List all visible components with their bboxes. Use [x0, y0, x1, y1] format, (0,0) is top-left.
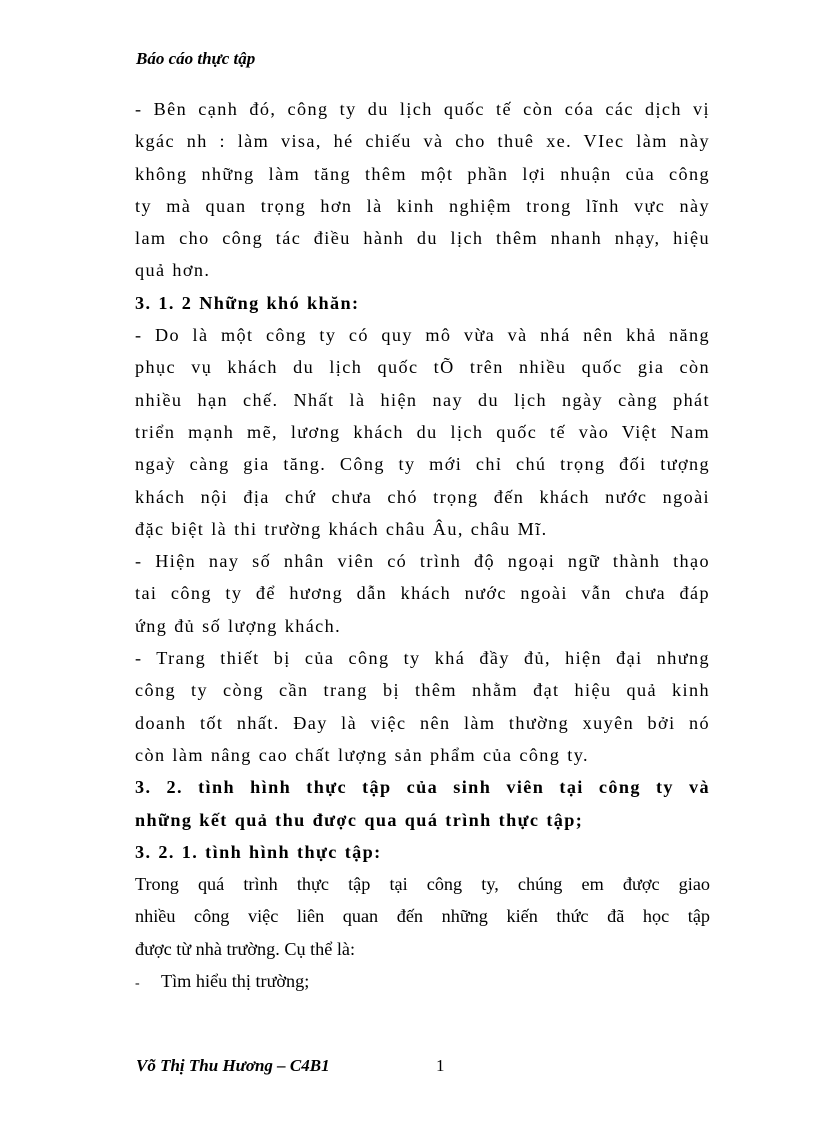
subsection-heading: 3. 2. 1. tình hình thực tập: [135, 841, 382, 862]
paragraph-line: ngaỳ càng gia tăng. Công ty mới chỉ chú trọng đối tượng [135, 454, 710, 475]
paragraph-line: lam cho công tác điều hành du lịch thêm nhanh nhạy, hiệu [135, 228, 710, 249]
paragraph-line: triển mạnh mẽ, lương khách du lịch quốc tế vào Việt Nam [135, 421, 710, 442]
paragraph-line: đặc biệt là thi trường khách châu Âu, châu Mĩ. [135, 518, 548, 539]
paragraph-line: doanh tốt nhất. Đay là việc nên làm thường xuyên bởi nó [135, 712, 710, 733]
paragraph-line: Trong quá trình thực tập tại công ty, chúng em được giao [135, 874, 710, 895]
bullet-item [135, 965, 710, 997]
document-body [135, 93, 710, 997]
paragraph-line: - Trang thiết bị của công ty khá đầy đủ, hiện đại nhưng [135, 648, 710, 669]
paragraph-line: kgác nh : làm visa, hé chiếu và cho thuê xe. VIec làm này [135, 131, 710, 152]
paragraph-line: ứng đủ số lượng khách. [135, 615, 342, 636]
paragraph-line: - Hiện nay số nhân viên có trình độ ngoại ngữ thành thạo [135, 551, 710, 572]
footer-author: Võ Thị Thu Hương – C4B1 [136, 1056, 330, 1075]
bullet-text: Tìm hiểu thị trường; [161, 971, 310, 992]
section-heading: 3. 1. 2 Những khó khăn: [135, 292, 360, 313]
section-heading: những kết quả thu được qua quá trình thực tập; [135, 809, 584, 830]
paragraph-line: công ty còng cần trang bị thêm nhằm đạt hiệu quả kinh [135, 680, 710, 701]
paragraph-line: - Bên cạnh đó, công ty du lịch quốc tế còn cóa các dịch vị [135, 99, 710, 119]
paragraph-line: khách nội địa chứ chưa chó trọng đến khách nước ngoài [135, 486, 710, 507]
paragraph-line: phục vụ khách du lịch quốc tÕ trên nhiều quốc gia còn [135, 357, 710, 378]
paragraph-line: nhiều hạn chế. Nhất là hiện nay du lịch ngày càng phát [135, 389, 710, 410]
paragraph-line: không những làm tăng thêm một phần lợi nhuận của công [135, 163, 710, 184]
paragraph-line: - Do là một công ty có quy mô vừa và nhá nên khả năng [135, 325, 710, 346]
bullet-dash: - [135, 976, 140, 992]
page-header-title: Báo cáo thực tập [136, 49, 256, 68]
paragraph-line: còn làm nâng cao chất lượng sản phẩm của công ty. [135, 744, 589, 765]
paragraph-line: quả hơn. [135, 260, 211, 281]
page-number: 1 [436, 1056, 445, 1075]
paragraph-line: ty mà quan trọng hơn là kinh nghiệm trong lĩnh vực này [135, 195, 710, 216]
paragraph-line: tai công ty để hương dẫn khách nước ngoài vẫn chưa đáp [135, 583, 710, 604]
paragraph-line: nhiều công việc liên quan đến những kiến thức đã học tập [135, 906, 710, 927]
section-heading: 3. 2. tình hình thực tập của sinh viên tại công ty và [135, 777, 710, 798]
paragraph-line: được từ nhà trường. Cụ thể là: [135, 938, 356, 959]
